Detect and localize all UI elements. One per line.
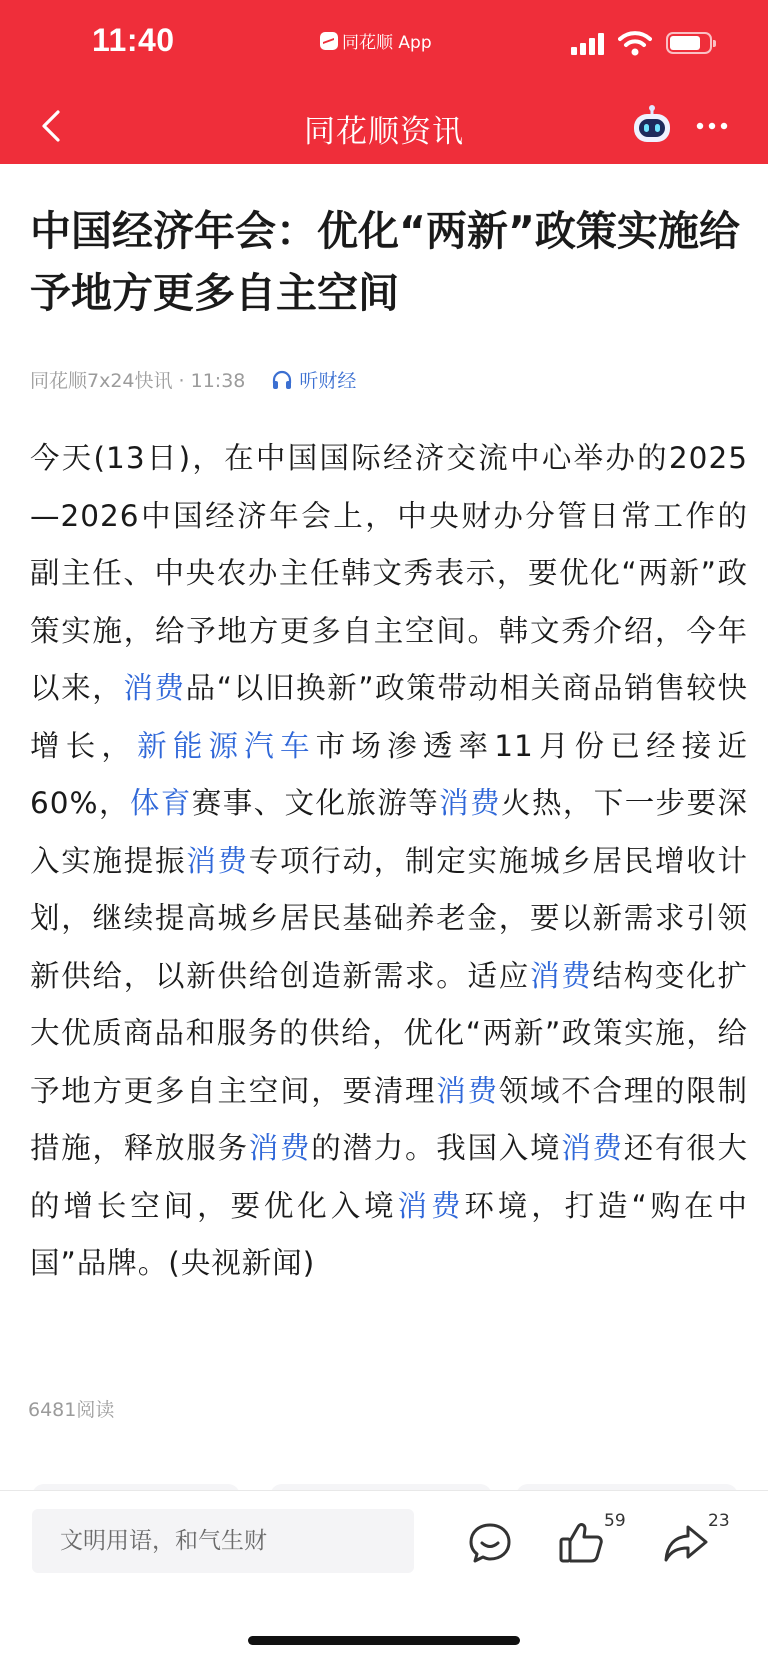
- body-text-segment: 环境，打造“购在中国”品牌。(央视新闻): [30, 1188, 748, 1280]
- app-logo-icon: [320, 32, 338, 50]
- read-count: 6481阅读: [28, 1399, 115, 1421]
- like-button[interactable]: [554, 1515, 610, 1571]
- share-button[interactable]: [658, 1515, 714, 1571]
- like-count: 59: [604, 1511, 626, 1531]
- keyword-link[interactable]: 消费: [561, 1131, 624, 1165]
- body-text-segment: 的潜力。我国入境: [311, 1131, 562, 1165]
- more-dots-icon: [688, 102, 736, 150]
- more-button[interactable]: [688, 102, 736, 150]
- article-meta: [30, 366, 356, 393]
- keyword-link[interactable]: 消费: [436, 1073, 499, 1108]
- headphones-icon: [271, 369, 293, 391]
- keyword-link[interactable]: 消费: [186, 843, 249, 878]
- share-count: 23: [708, 1511, 730, 1531]
- share-arrow-icon: [658, 1515, 714, 1571]
- article-source: 同花顺7x24快讯 · 11:38: [30, 370, 246, 392]
- thumbs-up-icon: [554, 1515, 610, 1571]
- status-app-name: [320, 28, 432, 53]
- status-app-label: 同花顺 App: [342, 33, 432, 53]
- article-headline: 中国经济年会：优化“两新”政策实施给予地方更多自主空间: [30, 207, 740, 317]
- home-indicator: [248, 1636, 520, 1645]
- body-text-segment: 今天(13日)，在中国国际经济交流中心举办的2025—2026中国经济年会上，中央财办分管日常工作的副主任、中央农办主任韩文秀表示，要优化“两新”政策实施，给予地方更多自主空间。韩文秀介绍，今年以来，: [30, 441, 748, 705]
- page-title: 同花顺资讯: [304, 114, 464, 150]
- keyword-link[interactable]: 消费: [439, 786, 502, 820]
- keyword-link[interactable]: 消费: [397, 1188, 465, 1223]
- status-bar: [0, 0, 768, 88]
- keyword-link[interactable]: 新能源汽车: [137, 728, 316, 763]
- keyword-link[interactable]: 消费: [123, 671, 186, 705]
- body-text-segment: 火热，下一步要深入实施提振: [30, 786, 748, 878]
- ai-assistant-button[interactable]: [628, 102, 676, 150]
- body-text-segment: 品“以旧换新”政策带动相关商品销售较快增长，: [30, 671, 748, 763]
- article-body: [30, 430, 748, 1293]
- battery-icon: [666, 32, 712, 54]
- body-text-segment: 市场渗透率11月份已经接近60%，: [30, 728, 748, 820]
- listen-button[interactable]: [271, 366, 356, 393]
- status-time: 11:40: [92, 22, 175, 58]
- listen-label: 听财经: [299, 370, 357, 392]
- body-text-segment: 领域不合理的限制措施，释放服务: [30, 1073, 748, 1165]
- keyword-link[interactable]: 消费: [529, 958, 593, 993]
- body-text-segment: 赛事、文化旅游等: [191, 786, 440, 820]
- status-icons: [571, 30, 712, 56]
- robot-icon: [628, 102, 676, 150]
- cellular-signal-icon: [571, 31, 604, 55]
- body-text-segment: 结构变化扩大优质商品和服务的供给，优化“两新”政策实施，给予地方更多自主空间，要清理: [30, 958, 748, 1108]
- body-text-segment: 专项行动，制定实施城乡居民增收计划，继续提高城乡居民基础养老金，要以新需求引领新供给，以新供给创造新需求。适应: [30, 843, 748, 993]
- body-text-segment: 还有很大的增长空间，要优化入境: [30, 1131, 748, 1223]
- comment-bubble-icon: [462, 1515, 518, 1571]
- keyword-link[interactable]: 体育: [129, 786, 192, 820]
- keyword-link[interactable]: 消费: [248, 1131, 312, 1165]
- comment-input[interactable]: [32, 1509, 414, 1573]
- nav-bar: [0, 88, 768, 164]
- comment-button[interactable]: [462, 1515, 518, 1571]
- wifi-icon: [618, 30, 652, 56]
